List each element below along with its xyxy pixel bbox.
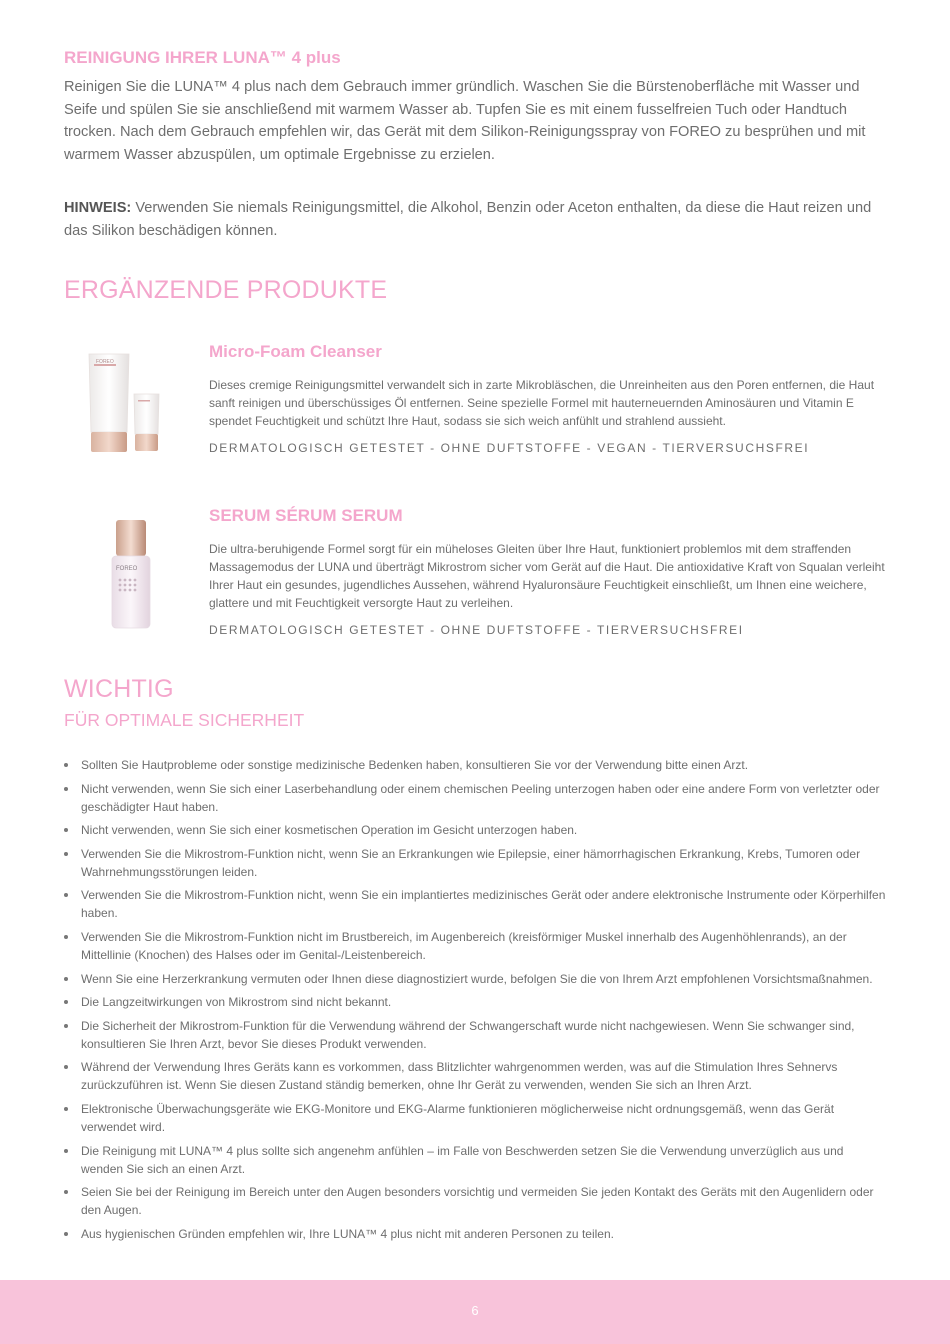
brand-label: FOREO [96,359,114,365]
product-title: Micro-Foam Cleanser [209,342,382,361]
safety-list [64,756,886,1243]
bullet-dot-icon [64,893,68,897]
product-micro-foam-cleanser [64,342,894,482]
bullet-dot-icon [64,1190,68,1194]
product-serum [64,506,894,646]
cleaning-note [64,197,884,242]
safety-list-item-text: Sollten Sie Hautprobleme oder sonstige medizinische Bedenken haben, konsultieren Sie vor der Verwendung bitte einen Arzt. [81,758,749,772]
complementary-heading: ERGÄNZENDE PRODUKTE [64,276,388,304]
safety-list-container [64,756,886,1248]
bullet-dot-icon [64,763,68,767]
bullet-dot-icon [64,1000,68,1004]
safety-list-item-text: Während der Verwendung Ihres Geräts kann es vorkommen, dass Blitzlichter wahrgenommen werden, was auf die Stimulation Ihres Sehnervs zurückzuführen ist. Wenn Sie diesen Zustand ständig bemerken, ohne Ihr Gerät zu verwenden, wenden Sie sich an Ihren Arzt. [81,1060,838,1093]
cleaning-heading: REINIGUNG IHRER LUNA™ 4 plus [64,48,341,67]
safety-list-item-text: Verwenden Sie die Mikrostrom-Funktion nicht, wenn Sie an Erkrankungen wie Epilepsie, einer hämorrhagischen Erkrankung, Krebs, Tumoren oder Wahrnehmungsstörungen leiden. [81,846,861,879]
page-number: 6 [471,1303,479,1318]
safety-list-item [64,756,886,774]
safety-list-item-text: Verwenden Sie die Mikrostrom-Funktion nicht im Brustbereich, im Augenbereich (kreisförmiger Muskel innerhalb des Augenhöhlenrands), an der Mittellinie (Knochen) des Halses oder im Genital-/Leistenbereich. [81,929,847,962]
serum-bottle-image [84,518,194,648]
page-footer [0,1280,950,1344]
complementary-section [64,276,884,305]
bullet-dot-icon [64,1107,68,1111]
bullet-dot-icon [64,1232,68,1236]
safety-list-item-text: Wenn Sie eine Herzerkrankung vermuten oder Ihnen diese diagnostiziert wurde, befolgen Sie die von Ihrem Arzt empfohlenen Vorsichtsmaßnahmen. [81,971,873,986]
cleaning-section [64,48,884,166]
safety-list-item-text: Nicht verwenden, wenn Sie sich einer kosmetischen Operation im Gesicht unterzogen haben. [81,823,578,838]
safety-list-item [64,780,886,816]
bullet-dot-icon [64,977,68,981]
bullet-dot-icon [64,852,68,856]
important-heading: WICHTIG [64,675,174,703]
safety-list-item [64,993,886,1011]
safety-list-item [64,1183,886,1219]
bullet-dot-icon [64,1149,68,1153]
safety-list-item [64,1058,886,1094]
brand-label: FOREO [116,566,138,572]
safety-list-item-text: Die Langzeitwirkungen von Mikrostrom sind nicht bekannt. [81,995,392,1010]
safety-list-item-text: Elektronische Überwachungsgeräte wie EKG-Monitore und EKG-Alarme funktionieren möglicherweise nicht ordnungsgemäß, wenn das Gerät verwendet wird. [81,1101,835,1134]
note-label: HINWEIS: [64,200,132,216]
safety-list-item [64,970,886,988]
safety-list-item-text: Nicht verwenden, wenn Sie sich einer Laserbehandlung oder einem chemischen Peeling unterzogen haben oder eine andere Form von verletzter oder geschädigter Haut haben. [81,781,880,814]
note-text: Verwenden Sie niemals Reinigungsmittel, die Alkohol, Benzin oder Aceton enthalten, da diese die Haut reizen und das Silikon beschädigen können. [64,200,872,239]
safety-list-item-text: Seien Sie bei der Reinigung im Bereich unter den Augen besonders vorsichtig und vermeiden Sie jeden Kontakt des Geräts mit den Augenlidern oder den Augen. [81,1185,874,1218]
bullet-dot-icon [64,935,68,939]
product-description: Dieses cremige Reinigungsmittel verwandelt sich in zarte Mikrobläschen, die Unreinheiten aus den Poren entfernen, die Haut sanft reinigen und überschüssiges Öl entfernen. Seine spezielle Formel mit hauterneuernden Aminosäuren und Vitamin E spendet Feuchtigkeit und schützt Ihre Haut, sodass sie sich weich anfühlt und strahlend aussieht. [209,378,875,428]
safety-list-item [64,886,886,922]
safety-list-item-text: Verwenden Sie die Mikrostrom-Funktion nicht, wenn Sie ein implantiertes medizinisches Gerät oder andere elektronische Instrumente oder Körperhilfen haben. [81,888,886,921]
important-subheading: FÜR OPTIMALE SICHERHEIT [64,710,305,730]
bullet-dot-icon [64,787,68,791]
safety-list-item [64,1142,886,1178]
safety-list-item [64,821,886,839]
safety-list-item-text: Die Sicherheit der Mikrostrom-Funktion für die Verwendung während der Schwangerschaft wurde nicht nachgewiesen. Wenn Sie schwanger sind, konsultieren Sie Ihren Arzt, bevor Sie dieses Produkt verwenden. [81,1018,855,1051]
safety-list-item [64,928,886,964]
bullet-dot-icon [64,1065,68,1069]
bullet-dot-icon [64,1024,68,1028]
safety-list-item [64,1225,886,1243]
safety-list-item [64,1017,886,1053]
important-section [64,675,884,731]
safety-list-item [64,845,886,881]
bullet-dot-icon [64,828,68,832]
safety-list-item-text: Aus hygienischen Gründen empfehlen wir, Ihre LUNA™ 4 plus nicht mit anderen Personen zu teilen. [81,1226,614,1241]
product-text [209,506,889,637]
product-tags: DERMATOLOGISCH GETESTET - OHNE DUFTSTOFFE - VEGAN - TIERVERSUCHSFREI [209,441,810,455]
safety-list-item-text: Die Reinigung mit LUNA™ 4 plus sollte sich angenehm anfühlen – im Falle von Beschwerden setzen Sie die Verwendung unverzüglich aus und wenden Sie sich an einen Arzt. [81,1143,844,1176]
cleaning-paragraph: Reinigen Sie die LUNA™ 4 plus nach dem Gebrauch immer gründlich. Waschen Sie die Bürstenoberfläche mit Wasser und Seife und spülen Sie sie anschließend mit warmem Wasser ab. Tupfen Sie es mit einem fusselfreien Tuch oder Handtuch trocken. Nach dem Gebrauch empfehlen wir, das Gerät mit dem Silikon-Reinigungsspray von FOREO zu besprühen und mit warmem Wasser abzuspülen, um optimale Ergebnisse zu erzielen. [64,79,866,163]
safety-list-item [64,1100,886,1136]
product-description: Die ultra-beruhigende Formel sorgt für ein müheloses Gleiten über Ihre Haut, funktioniert problemlos mit dem straffenden Massagemodus der LUNA und überträgt Mikrostrom sicher vom Gerät auf die Haut. Die antioxidative Kraft von Squalan verleiht Ihrer Haut ein gesundes, jugendliches Aussehen, während Hyaluronsäure Feuchtigkeit einschließt, um Ihnen eine weichere, glattere und mit Feuchtigkeit versorgte Haut zu verleihen. [209,542,885,610]
product-title: SERUM SÉRUM SERUM [209,506,403,525]
product-text [209,342,889,455]
cleanser-tubes-image [84,342,194,472]
product-tags: DERMATOLOGISCH GETESTET - OHNE DUFTSTOFFE - TIERVERSUCHSFREI [209,623,744,637]
